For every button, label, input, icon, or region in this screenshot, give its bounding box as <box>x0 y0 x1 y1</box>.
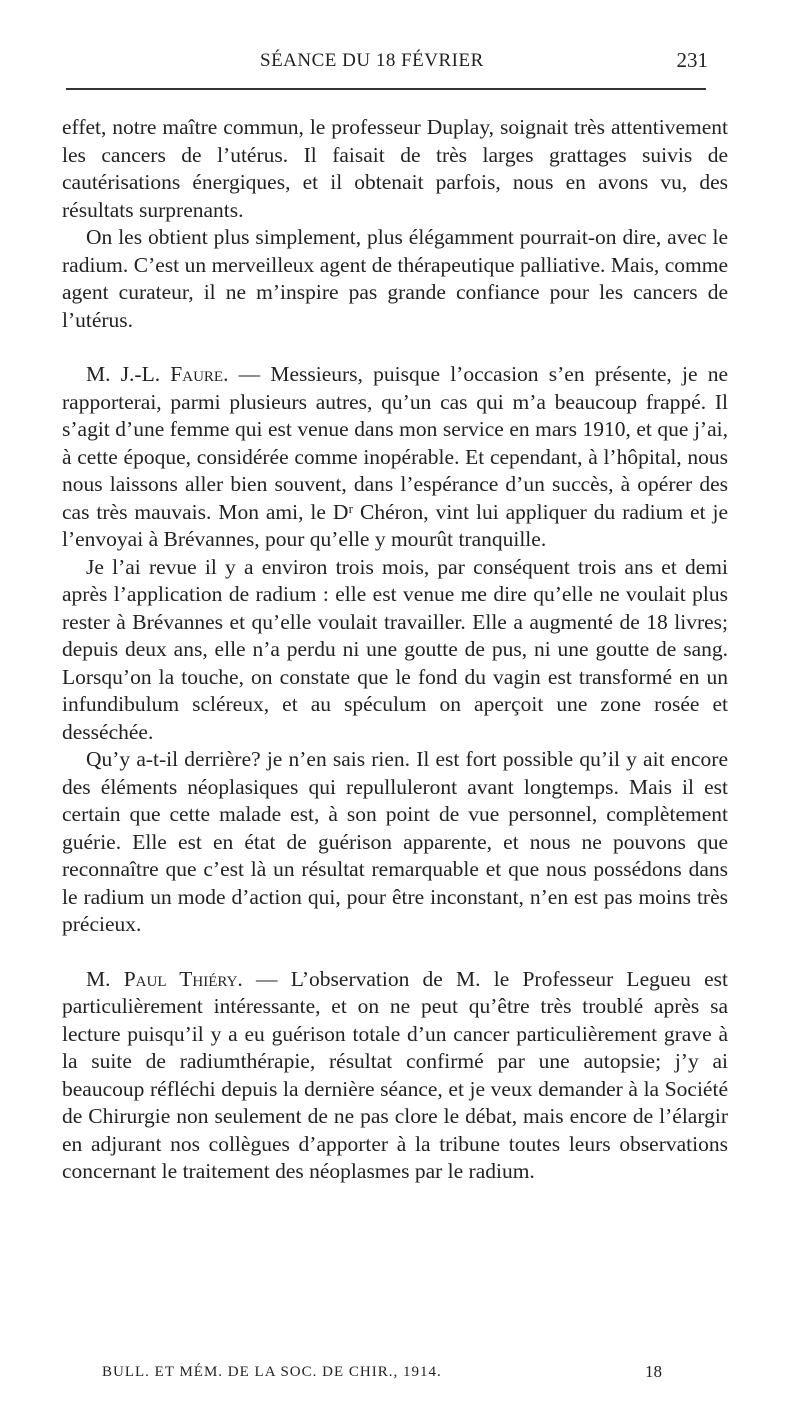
paragraph-text: — Messieurs, puisque l’occasion s’en présente, je ne rapporterai, parmi plusieurs autres, qu’un cas qui m’a beaucoup frappé. Il s’agit d’une femme qui est venue dans mon service en mars 1910, et que j’ai, à cette époque, considérée comme inopérable. Et cependant, à l’hôpital, nous nous laissons aller bien souvent, dans l’espérance d’un succès, à opérer des cas très mauvais. Mon ami, le Dʳ Chéron, vint lui appliquer du radium et je l’envoyai à Brévannes, pour qu’elle y mourût tranquille. <box>62 362 728 551</box>
paragraph-4 <box>62 554 728 747</box>
paragraph-6 <box>62 966 728 1186</box>
paragraph-2 <box>62 224 728 334</box>
paragraph-text: On les obtient plus simplement, plus élégamment pourrait-on dire, avec le radium. C’est un merveilleux agent de thérapeutique palliative. Mais, comme agent curateur, il ne m’inspire pas grande confiance pour les cancers de l’utérus. <box>62 225 728 332</box>
paragraph-1 <box>62 114 728 224</box>
paragraph-text: Je l’ai revue il y a environ trois mois, par conséquent trois ans et demi après l’application de radium : elle est venue me dire qu’elle ne voulait plus rester à Brévannes et qu’elle voulait travailler. Elle a augmenté de 18 livres; depuis deux ans, elle n’a perdu ni une goutte de pus, ni une goutte de sang. Lorsqu’on la touche, on constate que le fond du vagin est transformé en un infundibulum scléreux, et au spéculum on aperçoit une zone rosée et desséchée. <box>62 554 728 744</box>
speaker-name: M. Paul Thiéry. <box>86 966 243 991</box>
running-title: SÉANCE DU 18 FÉVRIER <box>260 50 484 71</box>
footer-signature-number: 18 <box>645 1362 662 1381</box>
paragraph-5 <box>62 746 728 939</box>
paragraph-3 <box>62 361 728 554</box>
footer-journal-citation: BULL. ET MÉM. DE LA SOC. DE CHIR., 1914. <box>102 1364 442 1380</box>
speaker-name: M. J.-L. Faure. <box>86 362 229 386</box>
header-rule <box>66 88 706 90</box>
paragraph-text: effet, notre maître commun, le professeur Duplay, soignait très attentivement les cancers de l’utérus. Il faisait de très larges grattages suivis de cautérisations énergiques, et il obtenait parfois, nous en avons vu, des résultats surprenants. <box>62 115 728 222</box>
paragraph-text: Qu’y a-t-il derrière? je n’en sais rien. Il est fort possible qu’il y ait encore des éléments néoplasiques qui repulluleront avant longtemps. Mais il est certain que cette malade est, à son point de vue personnel, complètement guérie. Elle est en état de guérison apparente, et nous ne pouvons que reconnaître que c’est là un résultat remarquable et que nous possédons dans le radium un mode d’action qui, pour être inconstant, n’en est pas moins très précieux. <box>62 747 728 936</box>
page-header <box>62 44 728 80</box>
body-text <box>62 114 728 1186</box>
document-page <box>62 44 728 1381</box>
page-number: 231 <box>676 48 708 72</box>
paragraph-text: — L’observation de M. le Professeur Legueu est particulièrement intéressante, et on ne peut qu’être très troublé après sa lecture puisqu’il y a eu guérison totale d’un cancer particulièrement grave à la suite de radiumthérapie, résultat confirmé par une autopsie; j’y ai beaucoup réfléchi depuis la dernière séance, et je veux demander à la Société de Chirurgie non seulement de ne pas clore le débat, mais encore de l’élargir en adjurant nos collègues d’apporter à la tribune toutes leurs observations concernant le traitement des néoplasmes par le radium. <box>62 966 728 1183</box>
